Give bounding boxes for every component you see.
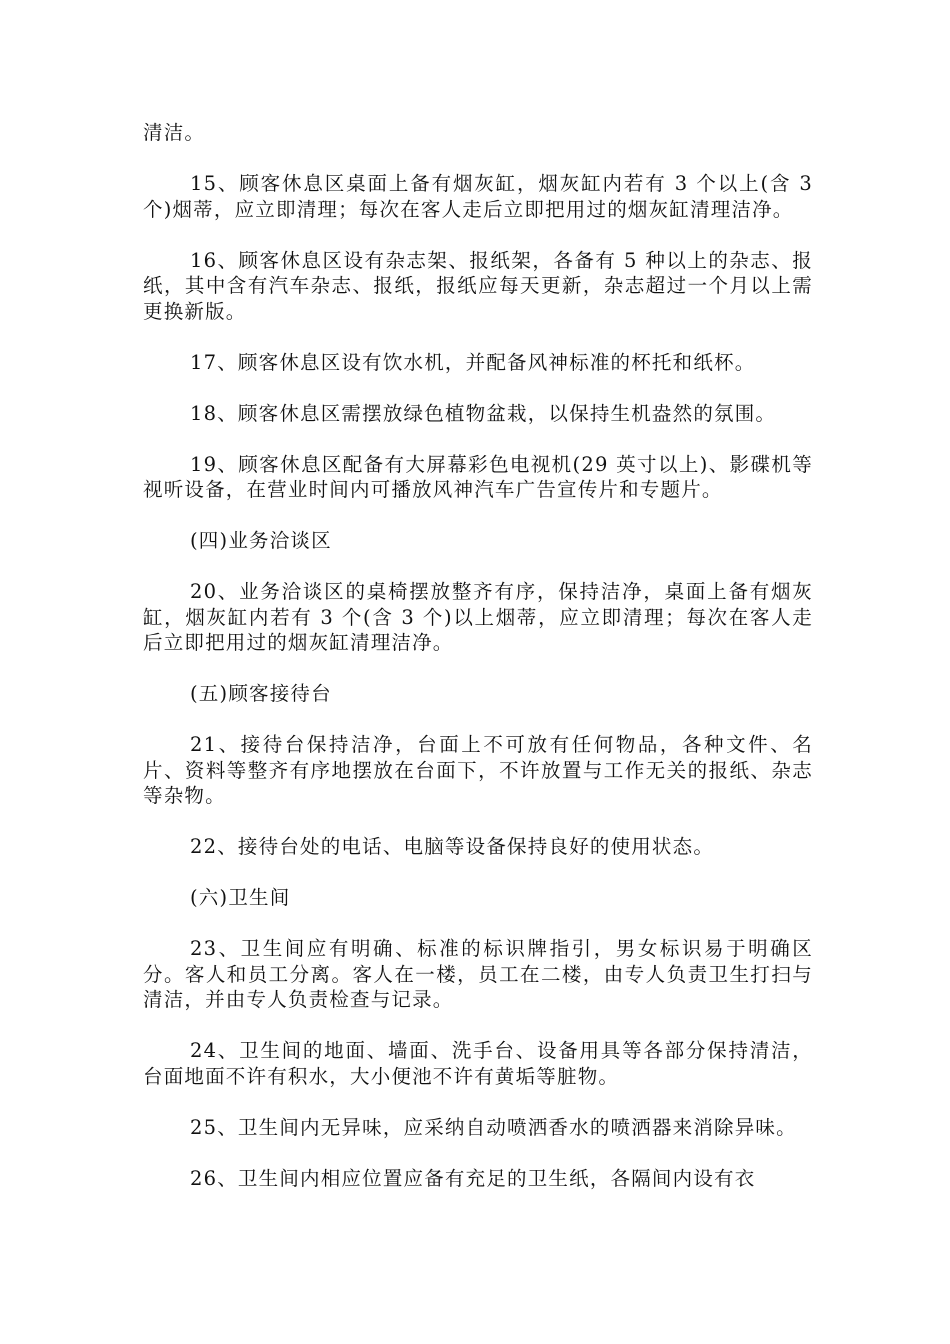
paragraph-21: 21、接待台保持洁净，台面上不可放有任何物品，各种文件、名片、资料等整齐有序地摆放在台面下，不许放置与工作无关的报纸、杂志等杂物。 xyxy=(143,733,813,807)
paragraph-18: 18、顾客休息区需摆放绿色植物盆栽，以保持生机盎然的氛围。 xyxy=(190,401,777,425)
paragraph-continuation: 清洁。 xyxy=(143,121,206,144)
paragraph-20: 20、业务洽谈区的桌椅摆放整齐有序，保持洁净，桌面上备有烟灰缸，烟灰缸内若有 3 个(含 3 个)以上烟蒂，应立即清理；每次在客人走后立即把用过的烟灰缸清理洁净。 xyxy=(143,580,813,654)
paragraph-23: 23、卫生间应有明确、标准的标识牌指引，男女标识易于明确区分。客人和员工分离。客人在一楼，员工在二楼，由专人负责卫生打扫与清洁，并由专人负责检查与记录。 xyxy=(143,937,813,1011)
paragraph-17: 17、顾客休息区设有饮水机，并配备风神标准的杯托和纸杯。 xyxy=(190,350,756,374)
paragraph-25: 25、卫生间内无异味，应采纳自动喷洒香水的喷洒器来消除异味。 xyxy=(190,1115,797,1139)
section-heading-restroom: (六)卫生间 xyxy=(190,886,291,909)
document-body xyxy=(143,120,813,1217)
paragraph-16: 16、顾客休息区设有杂志架、报纸架，各备有 5 种以上的杂志、报纸，其中含有汽车杂志、报纸，报纸应每天更新，杂志超过一个月以上需更换新版。 xyxy=(143,248,813,323)
section-heading-reception-desk: (五)顾客接待台 xyxy=(190,682,332,705)
paragraph-15: 15、顾客休息区桌面上备有烟灰缸，烟灰缸内若有 3 个以上(含 3 个)烟蒂，应立即清理；每次在客人走后立即把用过的烟灰缸清理洁净。 xyxy=(143,172,813,221)
paragraph-22: 22、接待台处的电话、电脑等设备保持良好的使用状态。 xyxy=(190,835,715,858)
paragraph-26: 26、卫生间内相应位置应备有充足的卫生纸，各隔间内设有衣 xyxy=(190,1166,756,1190)
paragraph-19: 19、顾客休息区配备有大屏幕彩色电视机(29 英寸以上)、影碟机等视听设备，在营业时间内可播放风神汽车广告宣传片和专题片。 xyxy=(143,452,813,501)
section-heading-business-negotiation: (四)业务洽谈区 xyxy=(190,529,332,552)
paragraph-24: 24、卫生间的地面、墙面、洗手台、设备用具等各部分保持清洁，台面地面不许有积水，大小便池不许有黄垢等脏物。 xyxy=(143,1039,813,1088)
